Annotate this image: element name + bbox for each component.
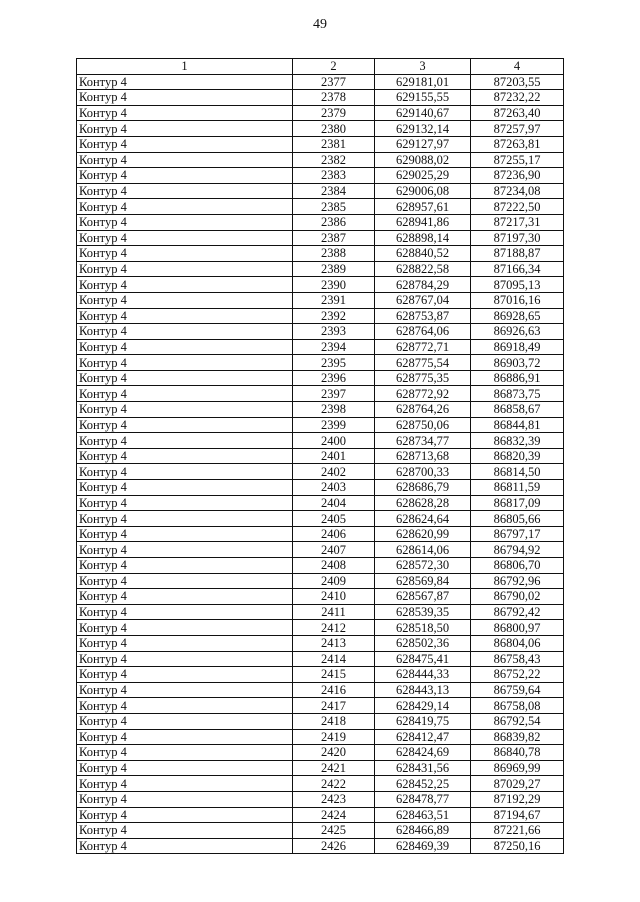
table-row (77, 121, 564, 137)
contour-name-cell: Контур 4 (77, 370, 293, 386)
y-coordinate-cell: 86811,59 (471, 480, 564, 496)
table-row (77, 635, 564, 651)
point-number-cell: 2400 (293, 433, 375, 449)
y-coordinate-cell: 87166,34 (471, 261, 564, 277)
table-row (77, 776, 564, 792)
point-number-cell: 2420 (293, 745, 375, 761)
x-coordinate-cell: 628775,54 (375, 355, 471, 371)
table-row (77, 760, 564, 776)
table-row (77, 355, 564, 371)
y-coordinate-cell: 86839,82 (471, 729, 564, 745)
point-number-cell: 2388 (293, 246, 375, 262)
point-number-cell: 2424 (293, 807, 375, 823)
table-row (77, 589, 564, 605)
point-number-cell: 2411 (293, 604, 375, 620)
table-row (77, 573, 564, 589)
y-coordinate-cell: 86792,42 (471, 604, 564, 620)
y-coordinate-cell: 87194,67 (471, 807, 564, 823)
table-row (77, 339, 564, 355)
point-number-cell: 2395 (293, 355, 375, 371)
x-coordinate-cell: 628628,28 (375, 495, 471, 511)
table-row (77, 183, 564, 199)
table-row (77, 246, 564, 262)
table-row (77, 402, 564, 418)
y-coordinate-cell: 87217,31 (471, 214, 564, 230)
x-coordinate-cell: 628784,29 (375, 277, 471, 293)
y-coordinate-cell: 86804,06 (471, 635, 564, 651)
contour-name-cell: Контур 4 (77, 729, 293, 745)
x-coordinate-cell: 628478,77 (375, 791, 471, 807)
x-coordinate-cell: 629155,55 (375, 90, 471, 106)
x-coordinate-cell: 628941,86 (375, 214, 471, 230)
column-header: 2 (293, 59, 375, 75)
contour-name-cell: Контур 4 (77, 713, 293, 729)
y-coordinate-cell: 86858,67 (471, 402, 564, 418)
table-row (77, 386, 564, 402)
point-number-cell: 2416 (293, 682, 375, 698)
x-coordinate-cell: 629006,08 (375, 183, 471, 199)
x-coordinate-cell: 628539,35 (375, 604, 471, 620)
contour-name-cell: Контур 4 (77, 339, 293, 355)
contour-name-cell: Контур 4 (77, 402, 293, 418)
table-row (77, 230, 564, 246)
contour-name-cell: Контур 4 (77, 791, 293, 807)
x-coordinate-cell: 628772,71 (375, 339, 471, 355)
point-number-cell: 2413 (293, 635, 375, 651)
table-row (77, 838, 564, 854)
contour-name-cell: Контур 4 (77, 105, 293, 121)
table-row (77, 542, 564, 558)
column-header: 3 (375, 59, 471, 75)
y-coordinate-cell: 87188,87 (471, 246, 564, 262)
y-coordinate-cell: 86873,75 (471, 386, 564, 402)
y-coordinate-cell: 87257,97 (471, 121, 564, 137)
contour-name-cell: Контур 4 (77, 589, 293, 605)
x-coordinate-cell: 628767,04 (375, 292, 471, 308)
contour-name-cell: Контур 4 (77, 308, 293, 324)
contour-name-cell: Контур 4 (77, 620, 293, 636)
y-coordinate-cell: 86817,09 (471, 495, 564, 511)
x-coordinate-cell: 628620,99 (375, 526, 471, 542)
x-coordinate-cell: 628452,25 (375, 776, 471, 792)
contour-name-cell: Контур 4 (77, 417, 293, 433)
y-coordinate-cell: 86800,97 (471, 620, 564, 636)
y-coordinate-cell: 87029,27 (471, 776, 564, 792)
contour-name-cell: Контур 4 (77, 651, 293, 667)
point-number-cell: 2396 (293, 370, 375, 386)
contour-name-cell: Контур 4 (77, 230, 293, 246)
contour-name-cell: Контур 4 (77, 760, 293, 776)
contour-name-cell: Контур 4 (77, 776, 293, 792)
table-row (77, 698, 564, 714)
contour-name-cell: Контур 4 (77, 433, 293, 449)
coordinates-table (76, 58, 564, 854)
x-coordinate-cell: 628463,51 (375, 807, 471, 823)
y-coordinate-cell: 87222,50 (471, 199, 564, 215)
x-coordinate-cell: 628898,14 (375, 230, 471, 246)
contour-name-cell: Контур 4 (77, 355, 293, 371)
point-number-cell: 2402 (293, 464, 375, 480)
y-coordinate-cell: 86832,39 (471, 433, 564, 449)
y-coordinate-cell: 87250,16 (471, 838, 564, 854)
contour-name-cell: Контур 4 (77, 183, 293, 199)
y-coordinate-cell: 87236,90 (471, 168, 564, 184)
x-coordinate-cell: 628764,06 (375, 324, 471, 340)
contour-name-cell: Контур 4 (77, 448, 293, 464)
x-coordinate-cell: 629025,29 (375, 168, 471, 184)
table-row (77, 448, 564, 464)
contour-name-cell: Контур 4 (77, 168, 293, 184)
x-coordinate-cell: 628775,35 (375, 370, 471, 386)
point-number-cell: 2379 (293, 105, 375, 121)
point-number-cell: 2426 (293, 838, 375, 854)
x-coordinate-cell: 628475,41 (375, 651, 471, 667)
x-coordinate-cell: 628840,52 (375, 246, 471, 262)
table-row (77, 807, 564, 823)
x-coordinate-cell: 628569,84 (375, 573, 471, 589)
point-number-cell: 2381 (293, 136, 375, 152)
y-coordinate-cell: 87016,16 (471, 292, 564, 308)
point-number-cell: 2383 (293, 168, 375, 184)
x-coordinate-cell: 628444,33 (375, 667, 471, 683)
x-coordinate-cell: 628614,06 (375, 542, 471, 558)
y-coordinate-cell: 86806,70 (471, 558, 564, 574)
x-coordinate-cell: 628431,56 (375, 760, 471, 776)
point-number-cell: 2418 (293, 713, 375, 729)
x-coordinate-cell: 628686,79 (375, 480, 471, 496)
x-coordinate-cell: 629140,67 (375, 105, 471, 121)
point-number-cell: 2378 (293, 90, 375, 106)
point-number-cell: 2401 (293, 448, 375, 464)
point-number-cell: 2380 (293, 121, 375, 137)
point-number-cell: 2423 (293, 791, 375, 807)
point-number-cell: 2399 (293, 417, 375, 433)
contour-name-cell: Контур 4 (77, 635, 293, 651)
x-coordinate-cell: 628764,26 (375, 402, 471, 418)
table-row (77, 823, 564, 839)
x-coordinate-cell: 628466,89 (375, 823, 471, 839)
contour-name-cell: Контур 4 (77, 277, 293, 293)
point-number-cell: 2407 (293, 542, 375, 558)
contour-name-cell: Контур 4 (77, 511, 293, 527)
point-number-cell: 2393 (293, 324, 375, 340)
y-coordinate-cell: 86820,39 (471, 448, 564, 464)
x-coordinate-cell: 628753,87 (375, 308, 471, 324)
contour-name-cell: Контур 4 (77, 558, 293, 574)
x-coordinate-cell: 629127,97 (375, 136, 471, 152)
y-coordinate-cell: 87095,13 (471, 277, 564, 293)
y-coordinate-cell: 87203,55 (471, 74, 564, 90)
point-number-cell: 2419 (293, 729, 375, 745)
table-row (77, 261, 564, 277)
x-coordinate-cell: 628624,64 (375, 511, 471, 527)
table-row (77, 729, 564, 745)
table-row (77, 464, 564, 480)
y-coordinate-cell: 86903,72 (471, 355, 564, 371)
y-coordinate-cell: 87263,81 (471, 136, 564, 152)
y-coordinate-cell: 87263,40 (471, 105, 564, 121)
contour-name-cell: Контур 4 (77, 542, 293, 558)
point-number-cell: 2408 (293, 558, 375, 574)
x-coordinate-cell: 628713,68 (375, 448, 471, 464)
y-coordinate-cell: 86758,43 (471, 651, 564, 667)
y-coordinate-cell: 86797,17 (471, 526, 564, 542)
y-coordinate-cell: 86792,54 (471, 713, 564, 729)
x-coordinate-cell: 628412,47 (375, 729, 471, 745)
table-row (77, 292, 564, 308)
table-row (77, 136, 564, 152)
point-number-cell: 2422 (293, 776, 375, 792)
table-row (77, 620, 564, 636)
x-coordinate-cell: 628572,30 (375, 558, 471, 574)
contour-name-cell: Контур 4 (77, 261, 293, 277)
x-coordinate-cell: 628424,69 (375, 745, 471, 761)
table-row (77, 651, 564, 667)
table-row (77, 745, 564, 761)
y-coordinate-cell: 87232,22 (471, 90, 564, 106)
table-row (77, 105, 564, 121)
contour-name-cell: Контур 4 (77, 324, 293, 340)
y-coordinate-cell: 86758,08 (471, 698, 564, 714)
point-number-cell: 2392 (293, 308, 375, 324)
x-coordinate-cell: 628822,58 (375, 261, 471, 277)
table-row (77, 791, 564, 807)
y-coordinate-cell: 87234,08 (471, 183, 564, 199)
point-number-cell: 2377 (293, 74, 375, 90)
y-coordinate-cell: 86969,99 (471, 760, 564, 776)
contour-name-cell: Контур 4 (77, 838, 293, 854)
contour-name-cell: Контур 4 (77, 386, 293, 402)
point-number-cell: 2421 (293, 760, 375, 776)
y-coordinate-cell: 87221,66 (471, 823, 564, 839)
y-coordinate-cell: 86926,63 (471, 324, 564, 340)
table-row (77, 417, 564, 433)
point-number-cell: 2386 (293, 214, 375, 230)
x-coordinate-cell: 628700,33 (375, 464, 471, 480)
table-row (77, 495, 564, 511)
y-coordinate-cell: 86790,02 (471, 589, 564, 605)
x-coordinate-cell: 628429,14 (375, 698, 471, 714)
column-header: 1 (77, 59, 293, 75)
y-coordinate-cell: 86759,64 (471, 682, 564, 698)
y-coordinate-cell: 86844,81 (471, 417, 564, 433)
y-coordinate-cell: 87255,17 (471, 152, 564, 168)
point-number-cell: 2384 (293, 183, 375, 199)
table-row (77, 214, 564, 230)
contour-name-cell: Контур 4 (77, 464, 293, 480)
column-header: 4 (471, 59, 564, 75)
x-coordinate-cell: 628750,06 (375, 417, 471, 433)
point-number-cell: 2414 (293, 651, 375, 667)
contour-name-cell: Контур 4 (77, 526, 293, 542)
table-header-row (77, 59, 564, 75)
point-number-cell: 2397 (293, 386, 375, 402)
contour-name-cell: Контур 4 (77, 214, 293, 230)
table-row (77, 480, 564, 496)
table-row (77, 558, 564, 574)
table-row (77, 168, 564, 184)
x-coordinate-cell: 628957,61 (375, 199, 471, 215)
y-coordinate-cell: 86886,91 (471, 370, 564, 386)
point-number-cell: 2415 (293, 667, 375, 683)
point-number-cell: 2403 (293, 480, 375, 496)
y-coordinate-cell: 86840,78 (471, 745, 564, 761)
x-coordinate-cell: 629132,14 (375, 121, 471, 137)
y-coordinate-cell: 87197,30 (471, 230, 564, 246)
point-number-cell: 2409 (293, 573, 375, 589)
table-row (77, 713, 564, 729)
contour-name-cell: Контур 4 (77, 199, 293, 215)
page-number: 49 (313, 17, 327, 32)
point-number-cell: 2412 (293, 620, 375, 636)
table-row (77, 324, 564, 340)
x-coordinate-cell: 628502,36 (375, 635, 471, 651)
y-coordinate-cell: 86814,50 (471, 464, 564, 480)
y-coordinate-cell: 86752,22 (471, 667, 564, 683)
contour-name-cell: Контур 4 (77, 573, 293, 589)
table-row (77, 682, 564, 698)
table-row (77, 667, 564, 683)
x-coordinate-cell: 628772,92 (375, 386, 471, 402)
y-coordinate-cell: 86794,92 (471, 542, 564, 558)
y-coordinate-cell: 86918,49 (471, 339, 564, 355)
contour-name-cell: Контур 4 (77, 121, 293, 137)
x-coordinate-cell: 628469,39 (375, 838, 471, 854)
contour-name-cell: Контур 4 (77, 74, 293, 90)
x-coordinate-cell: 628518,50 (375, 620, 471, 636)
point-number-cell: 2390 (293, 277, 375, 293)
x-coordinate-cell: 629088,02 (375, 152, 471, 168)
x-coordinate-cell: 628443,13 (375, 682, 471, 698)
table-body (77, 74, 564, 854)
table-row (77, 308, 564, 324)
point-number-cell: 2389 (293, 261, 375, 277)
table-row (77, 511, 564, 527)
contour-name-cell: Контур 4 (77, 682, 293, 698)
point-number-cell: 2398 (293, 402, 375, 418)
contour-name-cell: Контур 4 (77, 667, 293, 683)
point-number-cell: 2394 (293, 339, 375, 355)
table-row (77, 199, 564, 215)
contour-name-cell: Контур 4 (77, 480, 293, 496)
table-row (77, 277, 564, 293)
contour-name-cell: Контур 4 (77, 90, 293, 106)
point-number-cell: 2405 (293, 511, 375, 527)
point-number-cell: 2406 (293, 526, 375, 542)
contour-name-cell: Контур 4 (77, 745, 293, 761)
contour-name-cell: Контур 4 (77, 152, 293, 168)
contour-name-cell: Контур 4 (77, 292, 293, 308)
y-coordinate-cell: 86928,65 (471, 308, 564, 324)
point-number-cell: 2417 (293, 698, 375, 714)
contour-name-cell: Контур 4 (77, 698, 293, 714)
contour-name-cell: Контур 4 (77, 246, 293, 262)
table-row (77, 90, 564, 106)
y-coordinate-cell: 87192,29 (471, 791, 564, 807)
x-coordinate-cell: 628734,77 (375, 433, 471, 449)
point-number-cell: 2410 (293, 589, 375, 605)
point-number-cell: 2382 (293, 152, 375, 168)
table-row (77, 526, 564, 542)
contour-name-cell: Контур 4 (77, 495, 293, 511)
contour-name-cell: Контур 4 (77, 807, 293, 823)
table-row (77, 433, 564, 449)
table-row (77, 370, 564, 386)
point-number-cell: 2391 (293, 292, 375, 308)
point-number-cell: 2425 (293, 823, 375, 839)
point-number-cell: 2387 (293, 230, 375, 246)
y-coordinate-cell: 86805,66 (471, 511, 564, 527)
table-row (77, 74, 564, 90)
table-row (77, 604, 564, 620)
y-coordinate-cell: 86792,96 (471, 573, 564, 589)
x-coordinate-cell: 628567,87 (375, 589, 471, 605)
contour-name-cell: Контур 4 (77, 823, 293, 839)
x-coordinate-cell: 628419,75 (375, 713, 471, 729)
table-row (77, 152, 564, 168)
point-number-cell: 2385 (293, 199, 375, 215)
contour-name-cell: Контур 4 (77, 604, 293, 620)
contour-name-cell: Контур 4 (77, 136, 293, 152)
point-number-cell: 2404 (293, 495, 375, 511)
x-coordinate-cell: 629181,01 (375, 74, 471, 90)
